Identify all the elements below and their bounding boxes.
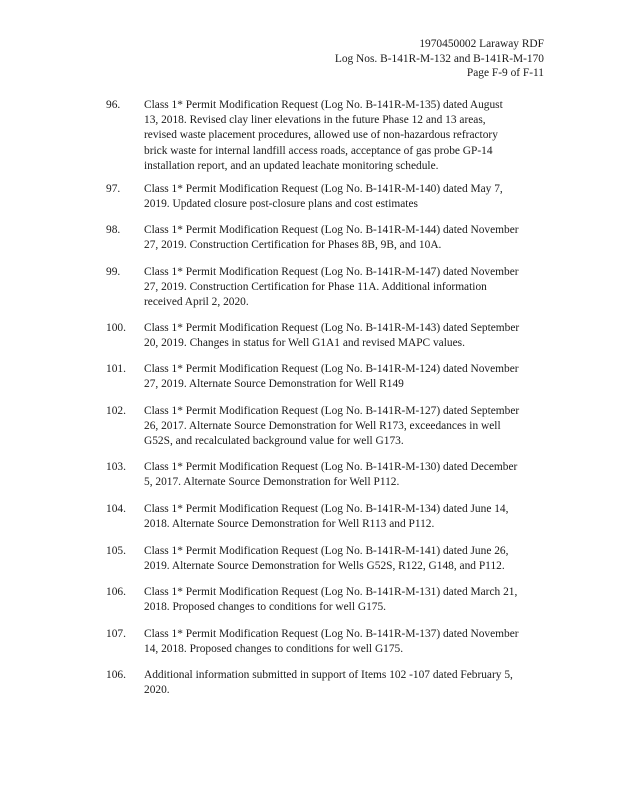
item-text (144, 502, 548, 532)
item-line: 26, 2017. Alternate Source Demonstration for Well R173, exceedances in well (144, 420, 501, 433)
item-number: 98. (106, 224, 121, 236)
item-line: 27, 2019. Alternate Source Demonstration for Well R149 (144, 378, 404, 391)
log-numbers-line: Log Nos. B-141R-M-132 and B-141R-M-170 (334, 52, 544, 65)
item-line: installation report, and an updated leachate monitoring schedule. (144, 159, 439, 172)
item-text (144, 265, 548, 311)
item-number: 103. (106, 461, 126, 473)
item-number: 105. (106, 545, 126, 557)
item-line: Additional information submitted in support of Items 102 -107 dated February 5, (144, 669, 513, 681)
item-number: 106. (106, 586, 126, 598)
item-line: 2020. (144, 684, 170, 697)
item-line: Class 1* Permit Modification Request (Log No. B-141R-M-134) dated June 14, (144, 503, 509, 515)
item-text (144, 460, 548, 490)
item-line: Class 1* Permit Modification Request (Log No. B-141R-M-143) dated September (144, 322, 520, 334)
item-number: 96. (106, 99, 121, 111)
item-text (144, 223, 548, 253)
item-line: Class 1* Permit Modification Request (Log No. B-141R-M-127) dated September (144, 405, 520, 417)
item-text (144, 182, 548, 212)
item-text (144, 362, 548, 392)
item-number: 106. (106, 669, 126, 681)
item-line: received April 2, 2020. (144, 296, 249, 309)
item-text (144, 404, 548, 450)
page-number-line: Page F-9 of F-11 (466, 67, 544, 80)
item-number: 104. (106, 503, 126, 515)
item-text (144, 668, 548, 698)
item-line: Class 1* Permit Modification Request (Log No. B-141R-M-140) dated May 7, (144, 183, 503, 195)
item-line: revised waste placement procedures, allowed use of non-hazardous refractory (144, 129, 498, 142)
item-line: G52S, and recalculated background value for well G173. (144, 435, 404, 448)
item-number: 99. (106, 266, 121, 278)
item-line: Class 1* Permit Modification Request (Log No. B-141R-M-130) dated December (144, 461, 518, 473)
item-line: Class 1* Permit Modification Request (Log No. B-141R-M-124) dated November (144, 363, 519, 375)
item-number: 102. (106, 405, 126, 417)
item-line: Class 1* Permit Modification Request (Log No. B-141R-M-137) dated November (144, 628, 519, 640)
item-number: 97. (106, 183, 121, 195)
item-line: Class 1* Permit Modification Request (Log No. B-141R-M-131) dated March 21, (144, 586, 518, 598)
item-text (144, 544, 548, 574)
item-line: 20, 2019. Changes in status for Well G1A1 and revised MAPC values. (144, 337, 465, 350)
item-line: 27, 2019. Construction Certification for Phase 11A. Additional information (144, 281, 487, 294)
item-number: 100. (106, 322, 126, 334)
item-line: Class 1* Permit Modification Request (Log No. B-141R-M-144) dated November (144, 224, 519, 236)
page-header (335, 37, 544, 81)
item-line: 27, 2019. Construction Certification for Phases 8B, 9B, and 10A. (144, 239, 442, 252)
item-line: 2018. Alternate Source Demonstration for Well R113 and P112. (144, 518, 435, 531)
item-line: Class 1* Permit Modification Request (Log No. B-141R-M-147) dated November (144, 266, 519, 278)
item-number: 101. (106, 363, 126, 375)
item-line: 2019. Updated closure post-closure plans and cost estimates (144, 198, 418, 211)
item-text (144, 321, 548, 351)
item-line: brick waste for internal landfill access roads, acceptance of gas probe GP-14 (144, 144, 493, 157)
item-line: 2018. Proposed changes to conditions for well G175. (144, 601, 387, 614)
item-text (144, 98, 548, 174)
item-text (144, 585, 548, 615)
item-line: 13, 2018. Revised clay liner elevations in the future Phase 12 and 13 areas, (144, 114, 486, 127)
item-number: 107. (106, 628, 126, 640)
item-line: Class 1* Permit Modification Request (Log No. B-141R-M-141) dated June 26, (144, 545, 509, 557)
facility-id-line: 1970450002 Laraway RDF (419, 38, 544, 50)
item-text (144, 627, 548, 657)
item-line: 2019. Alternate Source Demonstration for Wells G52S, R122, G148, and P112. (144, 560, 505, 573)
item-line: 14, 2018. Proposed changes to conditions for well G175. (144, 643, 404, 656)
item-line: 5, 2017. Alternate Source Demonstration for Well P112. (144, 476, 400, 489)
item-line: Class 1* Permit Modification Request (Log No. B-141R-M-135) dated August (144, 99, 503, 111)
